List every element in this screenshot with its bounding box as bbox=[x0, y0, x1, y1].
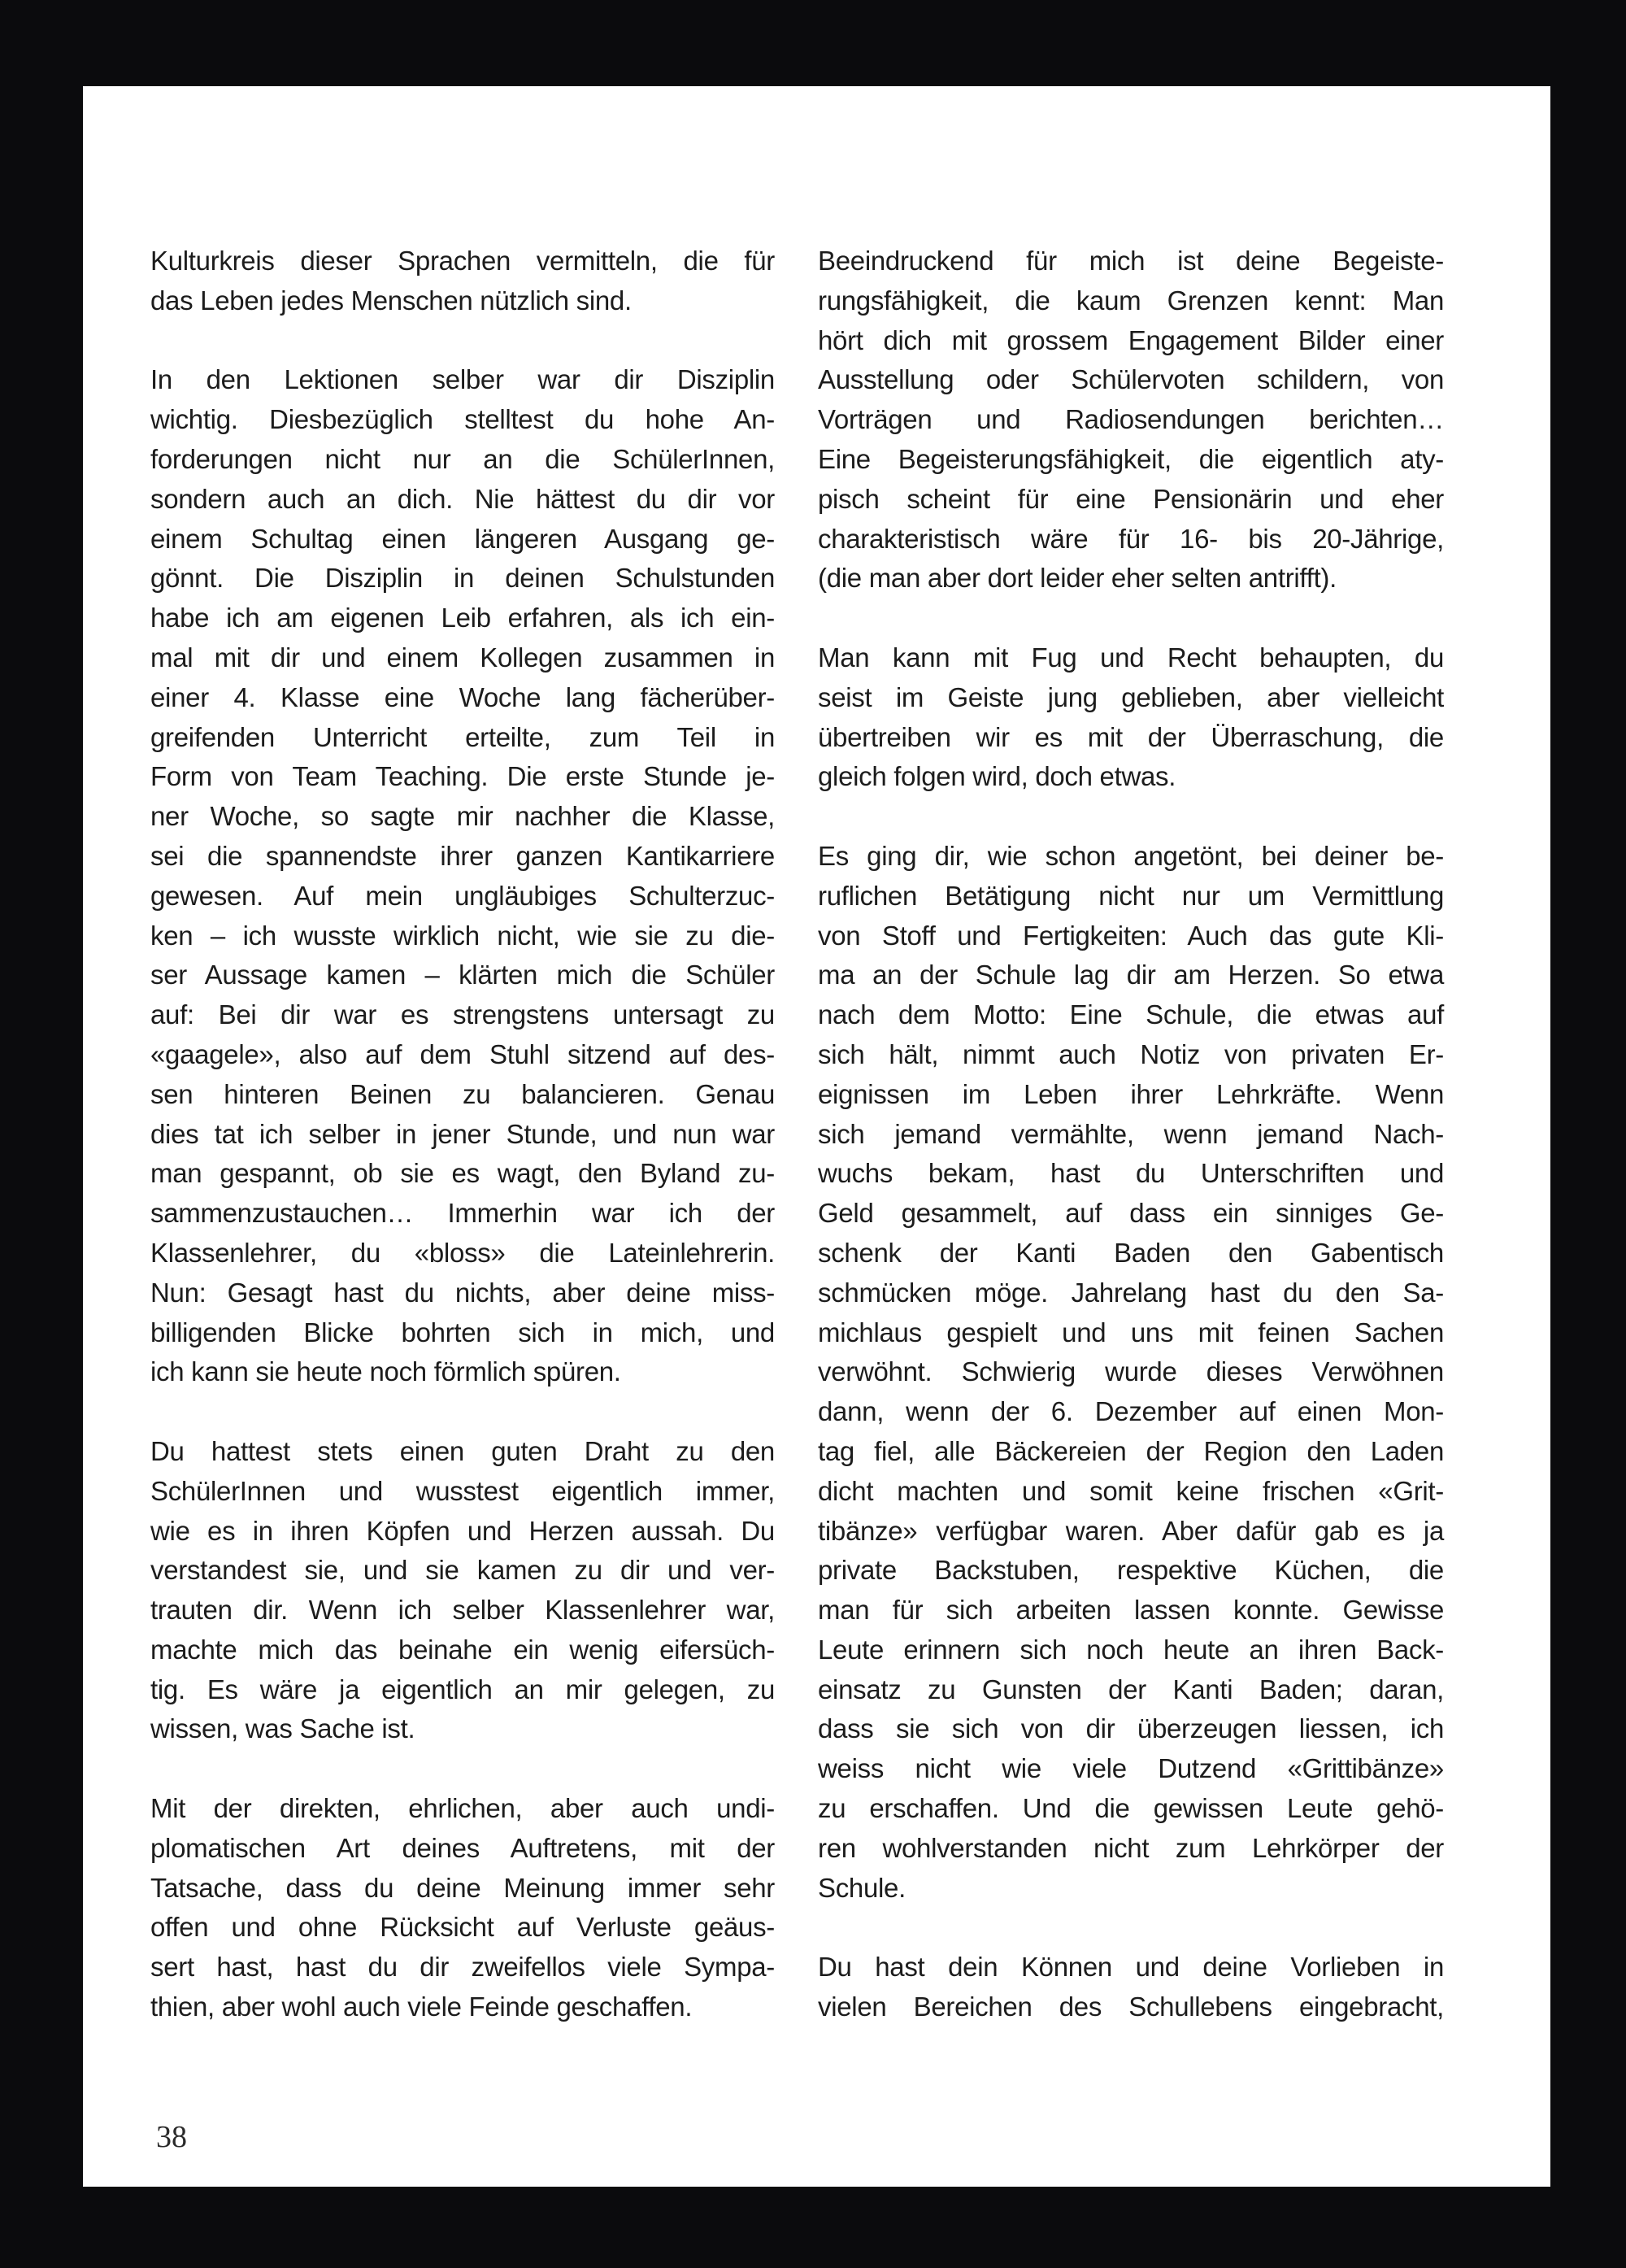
text-line: wissen, was Sache ist. bbox=[150, 1713, 415, 1744]
text-line: einem Schultag einen längeren Ausgang ge- bbox=[150, 523, 775, 554]
text-line: Tatsache, dass du deine Meinung immer sehr bbox=[150, 1872, 775, 1903]
text-line: ruflichen Betätigung nicht nur um Vermittlung bbox=[818, 880, 1444, 911]
text-line: pisch scheint für eine Pensionärin und eher bbox=[818, 483, 1444, 514]
paragraph bbox=[150, 360, 775, 1392]
paragraph bbox=[818, 242, 1444, 599]
text-line: dann, wenn der 6. Dezember auf einen Mon- bbox=[818, 1396, 1444, 1427]
text-line: In den Lektionen selber war dir Disziplin bbox=[150, 364, 775, 395]
text-line: mal mit dir und einem Kollegen zusammen in bbox=[150, 642, 775, 673]
text-line: sei die spannendste ihrer ganzen Kantikarriere bbox=[150, 840, 775, 871]
text-line: Vorträgen und Radiosendungen berichten… bbox=[818, 404, 1444, 435]
text-line: man gespannt, ob sie es wagt, den Byland zu- bbox=[150, 1158, 775, 1189]
text-line: sondern auch an dich. Nie hättest du dir vor bbox=[150, 483, 775, 514]
text-line: dicht machten und somit keine frischen «Grit- bbox=[818, 1475, 1444, 1506]
text-line: Klassenlehrer, du «bloss» die Lateinlehrerin. bbox=[150, 1237, 775, 1268]
text-line: dies tat ich selber in jener Stunde, und nun war bbox=[150, 1118, 775, 1149]
text-line: gewesen. Auf mein ungläubiges Schulterzuc- bbox=[150, 880, 775, 911]
text-line: charakteristisch wäre für 16- bis 20-Jährige, bbox=[818, 523, 1444, 554]
text-line: ich kann sie heute noch förmlich spüren. bbox=[150, 1356, 621, 1387]
text-line: tibänze» verfügbar waren. Aber dafür gab es ja bbox=[818, 1515, 1444, 1546]
text-line: forderungen nicht nur an die SchülerInnen, bbox=[150, 443, 775, 474]
text-line: vielen Bereichen des Schullebens eingebracht, bbox=[818, 1992, 1444, 2022]
text-line: trauten dir. Wenn ich selber Klassenlehrer war, bbox=[150, 1595, 775, 1626]
paragraph bbox=[150, 1789, 775, 2027]
text-line: auf: Bei dir war es strengstens untersagt zu bbox=[150, 999, 775, 1030]
text-line: sammenzustauchen… Immerhin war ich der bbox=[150, 1198, 775, 1229]
paragraph bbox=[150, 1432, 775, 1749]
text-line: einer 4. Klasse eine Woche lang fächerüber- bbox=[150, 681, 775, 712]
paragraph bbox=[818, 638, 1444, 797]
text-line: Form von Team Teaching. Die erste Stunde je- bbox=[150, 761, 775, 792]
text-line: Kulturkreis dieser Sprachen vermitteln, die für bbox=[150, 246, 775, 276]
text-line: offen und ohne Rücksicht auf Verluste geäus- bbox=[150, 1912, 775, 1943]
page-number: 38 bbox=[156, 2120, 187, 2154]
text-line: Es ging dir, wie schon angetönt, bei deiner be- bbox=[818, 840, 1444, 871]
text-line: wie es in ihren Köpfen und Herzen aussah. Du bbox=[150, 1515, 775, 1546]
left-text-column bbox=[150, 242, 775, 2067]
text-line: das Leben jedes Menschen nützlich sind. bbox=[150, 285, 632, 316]
text-line: machte mich das beinahe ein wenig eifersüch- bbox=[150, 1634, 775, 1665]
text-line: dass sie sich von dir überzeugen liessen, ich bbox=[818, 1713, 1444, 1744]
text-line: greifenden Unterricht erteilte, zum Teil in bbox=[150, 721, 775, 752]
paragraph bbox=[150, 242, 775, 321]
paragraph bbox=[818, 837, 1444, 1909]
text-line: Beeindruckend für mich ist deine Begeiste- bbox=[818, 246, 1444, 276]
text-line: Geld gesammelt, auf dass ein sinniges Ge- bbox=[818, 1198, 1444, 1229]
book-page bbox=[83, 86, 1550, 2187]
text-line: nach dem Motto: Eine Schule, die etwas auf bbox=[818, 999, 1444, 1030]
text-line: übertreiben wir es mit der Überraschung, die bbox=[818, 721, 1444, 752]
text-line: eignissen im Leben ihrer Lehrkräfte. Wenn bbox=[818, 1078, 1444, 1109]
text-line: «gaagele», also auf dem Stuhl sitzend auf des- bbox=[150, 1038, 775, 1069]
text-line: habe ich am eigenen Leib erfahren, als ich ein- bbox=[150, 603, 775, 633]
text-line: Ausstellung oder Schülervoten schildern, von bbox=[818, 364, 1444, 395]
text-line: private Backstuben, respektive Küchen, die bbox=[818, 1555, 1444, 1586]
text-line: Schule. bbox=[818, 1872, 906, 1903]
text-line: SchülerInnen und wusstest eigentlich immer, bbox=[150, 1475, 775, 1506]
text-line: von Stoff und Fertigkeiten: Auch das gute Kli- bbox=[818, 920, 1444, 951]
text-line: zu erschaffen. Und die gewissen Leute gehö- bbox=[818, 1793, 1444, 1824]
text-line: weiss nicht wie viele Dutzend «Grittibänze» bbox=[818, 1753, 1444, 1784]
text-line: man für sich arbeiten lassen konnte. Gewisse bbox=[818, 1595, 1444, 1626]
text-line: Du hast dein Können und deine Vorlieben in bbox=[818, 1952, 1444, 1983]
text-line: schmücken möge. Jahrelang hast du den Sa- bbox=[818, 1277, 1444, 1308]
text-line: Man kann mit Fug und Recht behaupten, du bbox=[818, 642, 1444, 673]
text-line: ser Aussage kamen – klärten mich die Schüler bbox=[150, 960, 775, 990]
text-line: plomatischen Art deines Auftretens, mit der bbox=[150, 1832, 775, 1863]
text-line: Leute erinnern sich noch heute an ihren Back- bbox=[818, 1634, 1444, 1665]
text-line: gleich folgen wird, doch etwas. bbox=[818, 761, 1176, 792]
text-line: sen hinteren Beinen zu balancieren. Genau bbox=[150, 1078, 775, 1109]
text-line: billigenden Blicke bohrten sich in mich, und bbox=[150, 1317, 775, 1347]
text-line: seist im Geiste jung geblieben, aber vielleicht bbox=[818, 681, 1444, 712]
text-line: schenk der Kanti Baden den Gabentisch bbox=[818, 1237, 1444, 1268]
text-line: michlaus gespielt und uns mit feinen Sachen bbox=[818, 1317, 1444, 1347]
paragraph bbox=[818, 1948, 1444, 2027]
text-line: verstandest sie, und sie kamen zu dir und ver- bbox=[150, 1555, 775, 1586]
text-line: Nun: Gesagt hast du nichts, aber deine miss- bbox=[150, 1277, 775, 1308]
text-line: sich jemand vermählte, wenn jemand Nach- bbox=[818, 1118, 1444, 1149]
text-line: tig. Es wäre ja eigentlich an mir gelegen, zu bbox=[150, 1674, 775, 1704]
text-line: tag fiel, alle Bäckereien der Region den Laden bbox=[818, 1435, 1444, 1466]
text-line: ken – ich wusste wirklich nicht, wie sie zu die- bbox=[150, 920, 775, 951]
text-line: Du hattest stets einen guten Draht zu den bbox=[150, 1435, 775, 1466]
text-line: (die man aber dort leider eher selten antrifft). bbox=[818, 563, 1337, 594]
text-line: rungsfähigkeit, die kaum Grenzen kennt: Man bbox=[818, 285, 1444, 316]
text-line: ner Woche, so sagte mir nachher die Klasse, bbox=[150, 801, 775, 832]
text-line: ma an der Schule lag dir am Herzen. So etwa bbox=[818, 960, 1444, 990]
text-line: gönnt. Die Disziplin in deinen Schulstunden bbox=[150, 563, 775, 594]
text-line: wuchs bekam, hast du Unterschriften und bbox=[818, 1158, 1444, 1189]
text-line: ren wohlverstanden nicht zum Lehrkörper der bbox=[818, 1832, 1444, 1863]
text-line: hört dich mit grossem Engagement Bilder einer bbox=[818, 324, 1444, 355]
text-line: verwöhnt. Schwierig wurde dieses Verwöhnen bbox=[818, 1356, 1444, 1387]
text-line: Mit der direkten, ehrlichen, aber auch undi- bbox=[150, 1793, 775, 1824]
text-line: Eine Begeisterungsfähigkeit, die eigentlich aty- bbox=[818, 443, 1444, 474]
text-line: wichtig. Diesbezüglich stelltest du hohe An- bbox=[150, 404, 775, 435]
text-line: sert hast, hast du dir zweifellos viele Sympa- bbox=[150, 1952, 775, 1983]
right-text-column bbox=[818, 242, 1444, 2067]
text-line: sich hält, nimmt auch Notiz von privaten Er- bbox=[818, 1038, 1444, 1069]
text-line: einsatz zu Gunsten der Kanti Baden; daran, bbox=[818, 1674, 1444, 1704]
text-line: thien, aber wohl auch viele Feinde geschaffen. bbox=[150, 1992, 693, 2022]
